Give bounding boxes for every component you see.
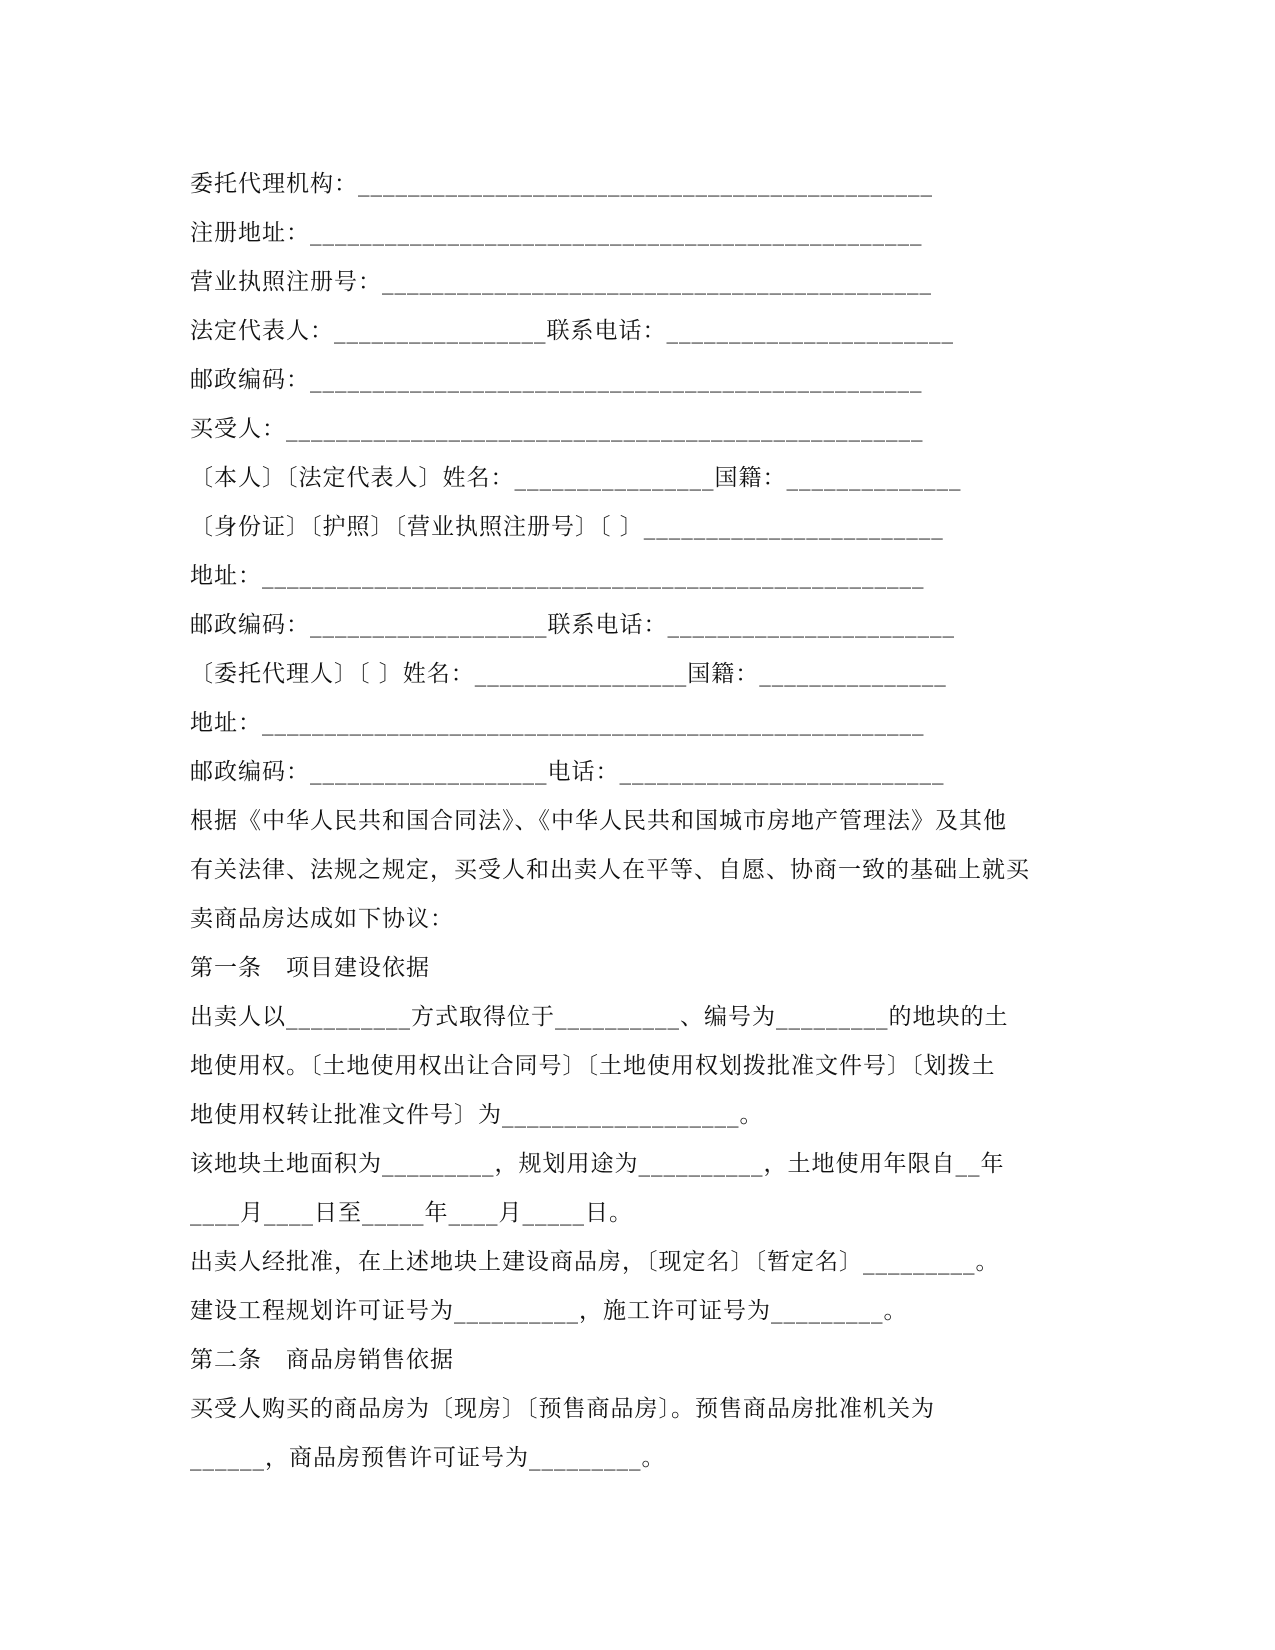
article-2-line-2: ______，商品房预售许可证号为_________。 [190, 1445, 666, 1471]
buyer-name-nationality-line: 〔本人〕〔法定代表人〕姓名：________________国籍：______________ [190, 465, 962, 491]
article-1-line-6: 出卖人经批准，在上述地块上建设商品房，〔现定名〕〔暂定名〕_________。 [190, 1249, 1000, 1275]
article-1-heading: 第一条 项目建设依据 [190, 955, 430, 981]
article-2-heading: 第二条 商品房销售依据 [190, 1347, 454, 1373]
preamble-line-3: 卖商品房达成如下协议： [190, 906, 454, 932]
buyer-agent-postal-phone-line: 邮政编码：___________________电话：__________________________ [190, 759, 945, 785]
article-1-line-2: 地使用权。〔土地使用权出让合同号〕〔土地使用权划拨批准文件号〕〔划拨土 [190, 1053, 996, 1079]
article-1-line-7: 建设工程规划许可证号为__________，施工许可证号为_________。 [190, 1298, 908, 1324]
article-2-line-1: 买受人购买的商品房为〔现房〕〔预售商品房〕。预售商品房批准机关为 [190, 1396, 935, 1422]
preamble-line-1: 根据《中华人民共和国合同法》、《中华人民共和国城市房地产管理法》及其他 [190, 808, 1007, 834]
buyer-id-document-line: 〔身份证〕〔护照〕〔营业执照注册号〕〔 〕________________________ [190, 514, 944, 540]
registered-address-line: 注册地址：_________________________________________________ [190, 220, 923, 246]
buyer-agent-name-line: 〔委托代理人〕〔 〕姓名：_________________国籍：_______________ [190, 661, 947, 687]
business-license-line: 营业执照注册号：____________________________________________ [190, 269, 932, 295]
postal-code-line: 邮政编码：_________________________________________________ [190, 367, 923, 393]
legal-representative-line: 法定代表人：_________________联系电话：_______________________ [190, 318, 954, 344]
article-1-line-5: ____月____日至_____年____月_____日。 [190, 1200, 633, 1226]
article-1-line-1: 出卖人以__________方式取得位于__________、编号为_________的地块的土 [190, 1004, 1009, 1030]
contract-page [190, 160, 1070, 1483]
article-1-line-4: 该地块土地面积为_________，规划用途为__________，土地使用年限自__年 [190, 1151, 1005, 1177]
buyer-line: 买受人：___________________________________________________ [190, 416, 924, 442]
buyer-address-line: 地址：_____________________________________________________ [190, 563, 925, 589]
buyer-agent-address-line: 地址：_____________________________________________________ [190, 710, 925, 736]
buyer-postal-phone-line: 邮政编码：___________________联系电话：_______________________ [190, 612, 955, 638]
article-1-line-3: 地使用权转让批准文件号〕为___________________。 [190, 1102, 764, 1128]
agent-agency-line: 委托代理机构：______________________________________________ [190, 171, 933, 197]
preamble-line-2: 有关法律、法规之规定，买受人和出卖人在平等、自愿、协商一致的基础上就买 [190, 857, 1030, 883]
